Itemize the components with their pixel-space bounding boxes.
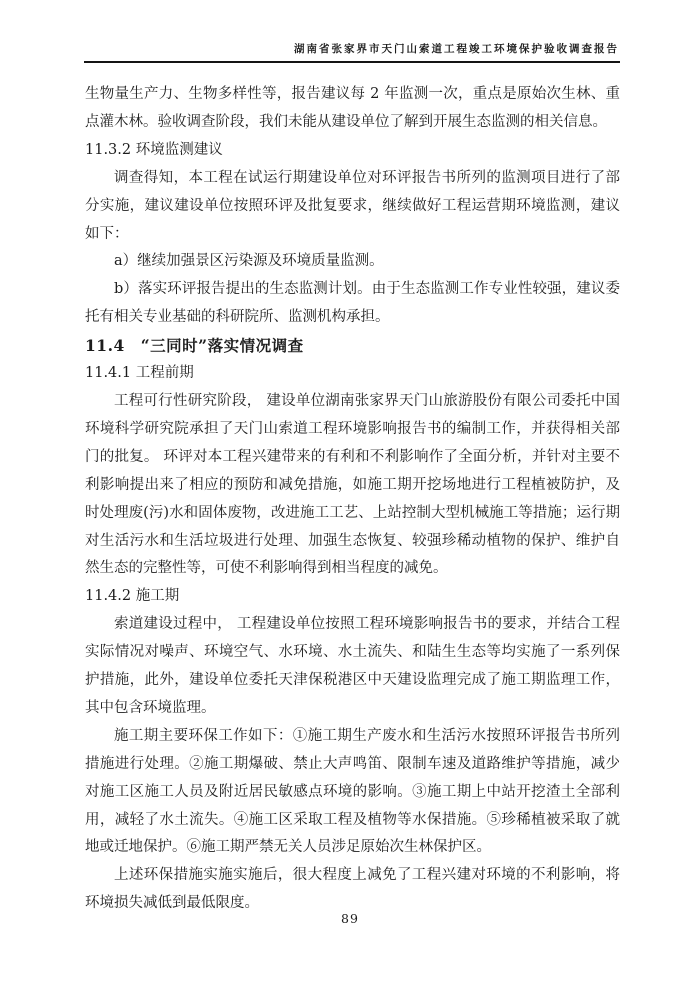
running-header-title: 湖南省张家界市天门山索道工程竣工环境保护验收调查报告 [294,43,619,55]
paragraph-conclusion: 上述环保措施实施实施后，很大程度上减免了工程兴建对环境的不利影响，将环境损失减低到最低限度。 [85,867,620,912]
section-heading-11-4-1: 11.4.1 工程前期 [85,365,194,382]
paragraph-feasibility-stage: 工程可行性研究阶段， 建设单位湖南张家界天门山旅游股份有限公司委托中国环境科学研究院承担了天门山索道工程环境影响报告书的编制工作，并获得相关部门的批复。 环评对本工程兴建带来的有利和不利影响作了全面分析，并针对主要不利影响提出来了相应的预防和减免措施，如施工期开挖场地进行工程植被防护，及时处理废(污)水和固体废物，改进施工工艺、上站控制大型机械施工等措施；运行期对生活污水和生活垃圾进行处理、加强生态恢复、较强珍稀动植物的保护、维护自然生态的完整性等，可使不利影响得到相当程度的减免。 [85,392,620,577]
section-heading-11-4-2: 11.4.2 施工期 [85,588,180,605]
page-number: 89 [341,911,359,926]
paragraph-construction-measures: 索道建设过程中， 工程建设单位按照工程环境影响报告书的要求，并结合工程实际情况对噪声、环境空气、水环境、水土流失、和陆生生态等均实施了一系列保护措施，此外，建设单位委托天津保税港区中天建设监理完成了施工期监理工作，其中包含环境监理。 [85,616,620,716]
section-heading-11-4: 11.4 “三同时”落实情况调查 [85,336,304,356]
list-item-b: b）落实环评报告提出的生态监测计划。由于生态监测工作专业性较强，建议委托有相关专业基础的科研院所、监测机构承担。 [85,281,620,326]
list-item-a: a）继续加强景区污染源及环境质量监测。 [114,253,384,270]
paragraph-construction-env-work: 施工期主要环保工作如下：①施工期生产废水和生活污水按照环评报告书所列措施进行处理。②施工期爆破、禁止大声鸣笛、限制车速及道路维护等措施，减少对施工区施工人员及附近居民敏感点环境的影响。③施工期上中站开挖渣土全部利用，减轻了水土流失。④施工区采取工程及植物等水保措施。⑤珍稀植被采取了就地或迁地保护。⑥施工期严禁无关人员涉足原始次生林保护区。 [85,727,620,856]
paragraph-biomass-monitoring: 生物量生产力、生物多样性等，报告建议每 2 年监测一次，重点是原始次生林、重点灌木林。验收调查阶段，我们未能从建设单位了解到开展生态监测的相关信息。 [85,86,620,130]
header-rule [84,61,620,63]
paragraph-monitoring-suggestion: 调查得知，本工程在试运行期建设单位对环评报告书所列的监测项目进行了部分实施，建议建设单位按照环评及批复要求，继续做好工程运营期环境监测，建议如下： [85,169,620,242]
section-heading-11-3-2: 11.3.2 环境监测建议 [85,141,223,158]
document-body [85,81,620,918]
